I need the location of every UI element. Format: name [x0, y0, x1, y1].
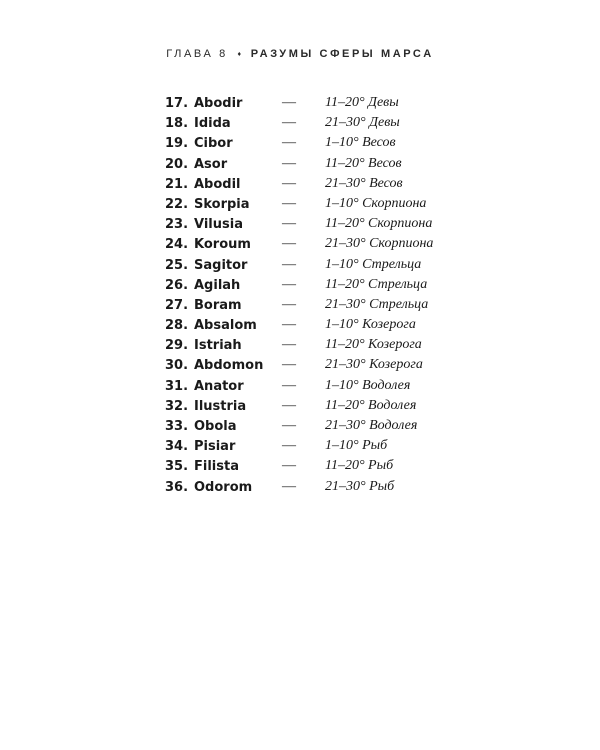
entry-name: Istriah	[194, 338, 242, 354]
entry-dash: —	[282, 115, 296, 131]
entry-name: Anator	[194, 378, 244, 394]
entry-number: 35.	[165, 459, 189, 475]
entry-dash: —	[282, 397, 296, 413]
entry-number: 17.	[165, 96, 189, 111]
entry-dash: —	[282, 135, 296, 151]
entry-number: 23.	[165, 217, 189, 233]
entry-name: Ilustria	[194, 398, 247, 414]
entry-degree-range: 21–30° Водолея	[325, 418, 418, 433]
entry-number: 26.	[165, 277, 189, 293]
entry-number: 21.	[165, 176, 189, 192]
entry-number: 22.	[165, 196, 189, 212]
entry-name: Cibor	[194, 136, 233, 152]
entry-name: Asor	[194, 156, 228, 172]
entry-dash: —	[282, 438, 296, 454]
entry-dash: —	[282, 195, 296, 211]
entry-name: Koroum	[194, 237, 251, 253]
entry-name: Absalom	[194, 318, 257, 334]
entry-name: Abodil	[194, 176, 241, 192]
entry-number: 34.	[165, 439, 189, 455]
running-header	[0, 48, 600, 60]
entry-dash: —	[282, 296, 296, 312]
entry-degree-range: 21–30° Весов	[325, 175, 403, 191]
entry-dash: —	[282, 478, 296, 494]
entry-name: Obola	[194, 419, 237, 434]
entry-number: 29.	[165, 338, 189, 354]
entry-dash: —	[282, 155, 296, 171]
entry-name: Abdomon	[194, 358, 264, 374]
entry-dash: —	[282, 95, 296, 110]
entry-degree-range: 11–20° Рыб	[325, 458, 394, 474]
section-title: РАЗУМЫ СФЕРЫ МАРСА	[250, 48, 434, 60]
entry-dash: —	[282, 175, 296, 191]
chapter-label: ГЛАВА 8	[166, 48, 228, 60]
entry-dash: —	[282, 236, 296, 252]
entry-dash: —	[282, 458, 296, 474]
entry-number: 18.	[165, 116, 189, 132]
entry-name: Filista	[194, 459, 239, 475]
entry-name: Abodir	[194, 96, 243, 111]
entry-degree-range: 1–10° Рыб	[325, 438, 388, 454]
entry-degree-range: 1–10° Стрельца	[325, 256, 422, 272]
entry-degree-range: 21–30° Девы	[325, 115, 400, 131]
entry-name: Boram	[194, 297, 242, 313]
entry-dash: —	[282, 256, 296, 272]
entry-name: Agilah	[194, 277, 241, 293]
entry-degree-range: 21–30° Скорпиона	[325, 236, 434, 252]
entry-degree-range: 1–10° Весов	[325, 135, 396, 151]
entry-number: 36.	[165, 479, 189, 495]
entry-name: Odorom	[194, 479, 253, 495]
entry-degree-range: 11–20° Девы	[325, 95, 399, 110]
entry-dash: —	[282, 337, 296, 353]
entry-number: 28.	[165, 318, 189, 334]
entry-name: Vilusia	[194, 217, 243, 233]
entry-dash: —	[282, 216, 296, 232]
entry-degree-range: 1–10° Козерога	[325, 317, 416, 333]
entry-dash: —	[282, 357, 296, 373]
entry-degree-range: 21–30° Рыб	[325, 478, 395, 494]
entry-degree-range: 11–20° Стрельца	[325, 276, 428, 292]
entry-number: 24.	[165, 237, 189, 253]
entry-dash: —	[282, 276, 296, 292]
diamond-separator-icon: ♦	[237, 51, 242, 58]
entry-degree-range: 11–20° Скорпиона	[325, 216, 433, 232]
entry-number: 30.	[165, 358, 189, 374]
entry-degree-range: 1–10° Водолея	[325, 377, 411, 393]
entry-number: 31.	[165, 378, 189, 394]
entry-dash: —	[282, 317, 296, 333]
entry-name: Skorpia	[194, 196, 250, 212]
entry-name: Sagitor	[194, 257, 248, 273]
entry-degree-range: 11–20° Весов	[325, 155, 402, 171]
entry-dash: —	[282, 377, 296, 393]
entry-number: 27.	[165, 297, 189, 313]
entry-number: 20.	[165, 156, 189, 172]
entry-degree-range: 11–20° Козерога	[325, 337, 422, 353]
entry-name: Pisiar	[194, 439, 236, 455]
entry-number: 33.	[165, 419, 189, 434]
entry-number: 25.	[165, 257, 189, 273]
entry-degree-range: 1–10° Скорпиона	[325, 195, 427, 211]
entry-dash: —	[282, 418, 296, 433]
entry-number: 19.	[165, 136, 189, 152]
entry-number: 32.	[165, 398, 189, 414]
entry-degree-range: 21–30° Козерога	[325, 357, 423, 373]
entry-degree-range: 11–20° Водолея	[325, 397, 417, 413]
entry-degree-range: 21–30° Стрельца	[325, 296, 429, 312]
entry-name: Idida	[194, 116, 231, 132]
